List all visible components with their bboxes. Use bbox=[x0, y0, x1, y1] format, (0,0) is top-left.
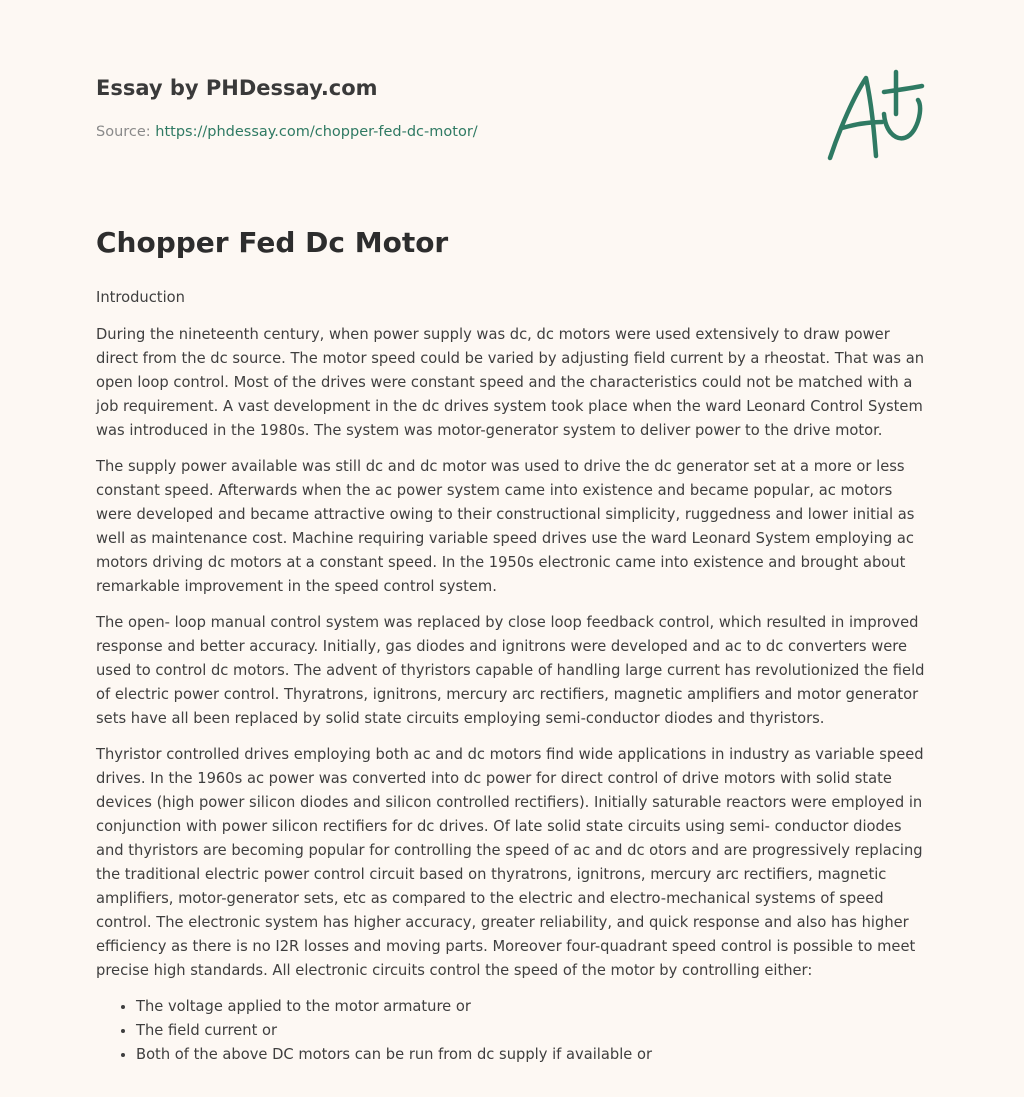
essay-title: Chopper Fed Dc Motor bbox=[96, 226, 449, 259]
intro-heading: Introduction bbox=[96, 289, 185, 306]
list-item: • The voltage applied to the motor armature or bbox=[136, 995, 926, 1019]
list-item: • Both of the above DC motors can be run from dc supply if available or bbox=[136, 1043, 926, 1067]
essay-body bbox=[96, 286, 926, 1067]
body-paragraph: The supply power available was still dc and dc motor was used to drive the dc generator set at a more or less constant speed. Afterwards when the ac power system came into existence and became popular, ac motors were developed and became attractive owing to their constructional simplicity, ruggedness and lower initial as well as maintenance cost. Machine requiring variable speed drives use the ward Leonard System employing ac motors driving dc motors at a constant speed. In the 1950s electronic came into existence and brought about remarkable improvement in the speed control system. bbox=[96, 458, 915, 595]
body-paragraph: Thyristor controlled drives employing both ac and dc motors find wide applications in industry as variable speed drives. In the 1960s ac power was converted into dc power for direct control of drive motors with solid state devices (high power silicon diodes and silicon controlled rectifiers). Initially saturable reactors were employed in conjunction with power silicon rectifiers for dc drives. Of late solid state circuits using semi- conductor diodes and thyristors are becoming popular for controlling the speed of ac and dc otors and are progressively replacing the traditional electric power control circuit based on thyratrons, ignitrons, mercury arc rectifiers, magnetic amplifiers, motor-generator sets, etc as compared to the electric and electro-mechanical systems of speed control. The electronic system has higher accuracy, greater reliability, and quick response and also has higher efficiency as there is no I2R losses and moving parts. Moreover four-quadrant speed control is possible to meet precise high standards. All electronic circuits control the speed of the motor by controlling either: bbox=[96, 746, 924, 979]
brand-title: Essay by PHDessay.com bbox=[96, 76, 378, 100]
body-paragraph: The open- loop manual control system was replaced by close loop feedback control, which resulted in improved response and better accuracy. Initially, gas diodes and ignitrons were developed and ac to dc converters were used to control dc motors. The advent of thyristors capable of handling large current has revolutionized the field of electric power control. Thyratrons, ignitrons, mercury arc rectifiers, magnetic amplifiers and motor generator sets have all been replaced by solid state circuits employing semi-conductor diodes and thyristors. bbox=[96, 614, 925, 727]
a-plus-grade-icon bbox=[820, 66, 930, 166]
body-paragraph: During the nineteenth century, when power supply was dc, dc motors were used extensively to draw power direct from the dc source. The motor speed could be varied by adjusting field current by a rheostat. That was an open loop control. Most of the drives were constant speed and the characteristics could not be matched with a job requirement. A vast development in the dc drives system took place when the ward Leonard Control System was introduced in the 1980s. The system was motor-generator system to deliver power to the drive motor. bbox=[96, 326, 925, 439]
source-label: Source: bbox=[96, 124, 156, 140]
source-link[interactable]: https://phdessay.com/chopper-fed-dc-motor/ bbox=[155, 124, 478, 140]
bullet-list bbox=[96, 995, 926, 1067]
source-line bbox=[96, 124, 478, 140]
list-item: • The field current or bbox=[136, 1019, 926, 1043]
